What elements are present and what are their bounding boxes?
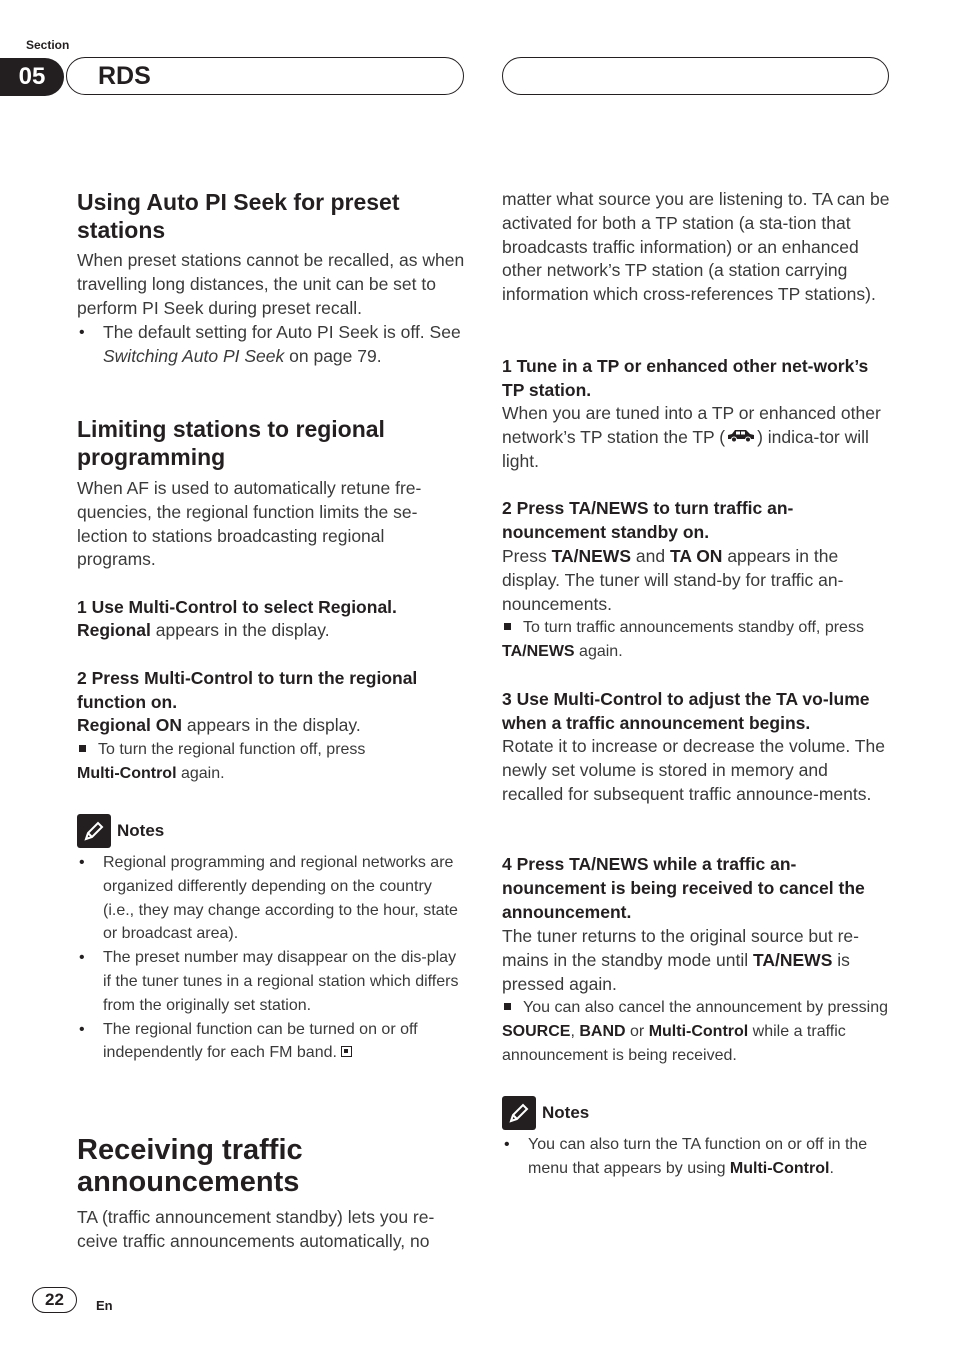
notes-header — [77, 814, 164, 848]
bullet-icon: • — [79, 854, 85, 871]
language-label: En — [96, 1298, 113, 1313]
traffic-step-4-tip: You can also cancel the announcement by pressing SOURCE, BAND or Multi-Control while a traffic announcement is being received. — [502, 999, 888, 1064]
regional-body: When AF is used to automatically retune fre-quencies, the regional function limits the se-lection to stations broadcasting regional programs. — [77, 478, 422, 570]
notes-label: Notes — [542, 1103, 590, 1122]
pencil-note-icon — [502, 1096, 536, 1130]
regional-step-2-body: Regional ON appears in the display. — [77, 715, 361, 735]
traffic-step-3-body: Rotate it to increase or decrease the volume. The newly set volume is stored in memory and recalled for subsequent traffic announce-ments. — [502, 736, 885, 804]
header-empty-box — [502, 57, 889, 95]
square-bullet-icon — [504, 1003, 511, 1010]
regional-tip: To turn the regional function off, press Multi-Control again. — [77, 741, 366, 782]
square-bullet-icon — [504, 623, 511, 630]
page-number: 22 — [32, 1287, 77, 1313]
traffic-step-2-body: Press TA/NEWS and TA ON appears in the display. The tuner will stand-by for traffic an-nouncements. — [502, 546, 844, 614]
auto-pi-seek-body: When preset stations cannot be recalled, as when travelling long distances, the unit can be set to perform PI Seek during preset recall. — [77, 250, 465, 318]
traffic-step-4: 4 Press TA/NEWS while a traffic an-nouncement is being received to cancel the announcement. — [502, 854, 865, 922]
section-heading-regional: Limiting stations to regional programming — [77, 416, 385, 470]
list-item: • The default setting for Auto PI Seek is off. See Switching Auto PI Seek on page 79. — [77, 321, 465, 369]
traffic-step-2-tip: To turn traffic announcements standby off, press TA/NEWS again. — [502, 619, 864, 660]
section-label: Section — [26, 38, 70, 52]
notes-label: Notes — [117, 821, 165, 840]
list-item: • The regional function can be turned on or off independently for each FM band. — [77, 1018, 465, 1066]
section-heading-traffic: Receiving traffic announcements — [77, 1134, 303, 1198]
list-item: • Regional programming and regional networks are organized differently depending on the country (i.e., they may change according to the hour, state or broadcast area). — [77, 851, 465, 946]
end-mark-icon — [341, 1046, 352, 1057]
bullet-icon: • — [79, 949, 85, 967]
section-heading-auto-pi-seek: Using Auto PI Seek for preset stations — [77, 189, 400, 243]
regional-step-1: 1 Use Multi-Control to select Regional. — [77, 597, 397, 617]
regional-step-1-body: Regional appears in the display. — [77, 620, 330, 640]
tp-car-icon — [726, 426, 756, 450]
traffic-step-3: 3 Use Multi-Control to adjust the TA vo-lume when a traffic announcement begins. — [502, 689, 870, 733]
bullet-icon: • — [79, 324, 85, 341]
page-title: RDS — [98, 62, 151, 90]
traffic-intro-body: TA (traffic announcement standby) lets you re-ceive traffic announcements automatically, no — [77, 1207, 435, 1251]
regional-step-2: 2 Press Multi-Control to turn the regional function on. — [77, 668, 418, 712]
traffic-step-2: 2 Press TA/NEWS to turn traffic an-nouncement standby on. — [502, 498, 794, 542]
cross-reference-link: Switching Auto PI Seek — [103, 345, 285, 366]
traffic-step-4-body: The tuner returns to the original source but re-mains in the standby mode until TA/NEWS is pressed again. — [502, 926, 859, 994]
bullet-icon: • — [504, 1136, 510, 1153]
square-bullet-icon — [79, 745, 86, 752]
notes-header — [502, 1096, 589, 1130]
pencil-note-icon — [77, 814, 111, 848]
list-item: • The preset number may disappear on the dis-play if the tuner tunes in a regional station which differs from the originally set station. — [77, 946, 465, 1017]
notes-list — [77, 851, 465, 1065]
bullet-icon: • — [79, 1020, 85, 1038]
traffic-step-1: 1 Tune in a TP or enhanced other net-work’s TP station. — [502, 356, 869, 400]
traffic-intro-continued: matter what source you are listening to. TA can be activated for both a TP station (a sta-tion that broadcasts traffic information) or an enhanced other network’s TP station (a station carrying information which cross-references TP stations). — [502, 189, 890, 305]
traffic-step-1-body: When you are tuned into a TP or enhanced other network’s TP station the TP ( ) indica-tor will light. — [502, 403, 881, 472]
section-number-badge: 05 — [0, 58, 64, 96]
list-item: • You can also turn the TA function on or off in the menu that appears by using Multi-Control. — [502, 1133, 890, 1181]
